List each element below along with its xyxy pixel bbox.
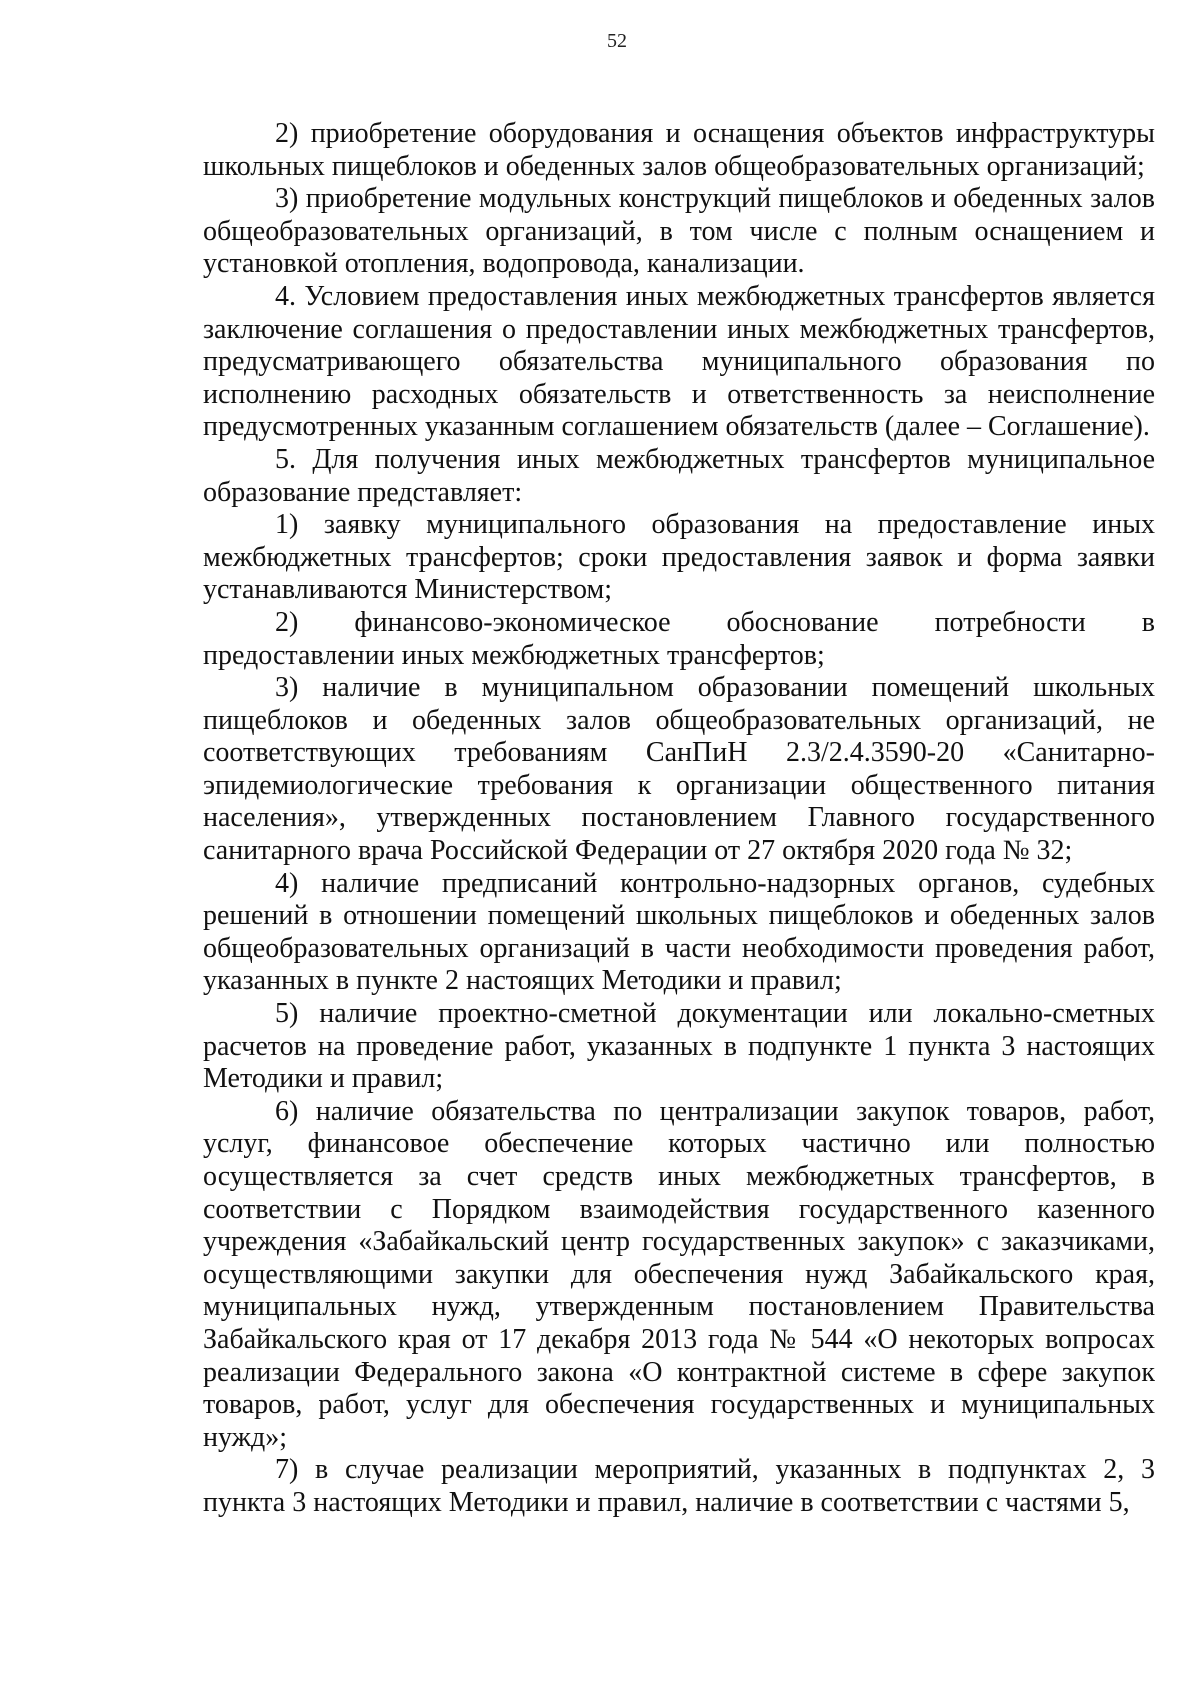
paragraph-item-3-modular: 3) приобретение модульных конструкций пищеблоков и обеденных залов общеобразовательных организаций, в том числе с полным оснащением и установкой отопления, водопровода, канализации. <box>203 183 1155 280</box>
paragraph-doc-7-conditions: 7) в случае реализации мероприятий, указанных в подпунктах 2, 3 пункта 3 настоящих Методики и правил, наличие в соответствии с частями 5, <box>203 1454 1155 1518</box>
paragraph-doc-1-application: 1) заявку муниципального образования на предоставление иных межбюджетных трансфертов; сроки предоставления заявок и форма заявки устанавливаются Министерством; <box>203 509 1155 606</box>
page-number: 52 <box>607 30 627 52</box>
paragraph-doc-6-procurement: 6) наличие обязательства по централизации закупок товаров, работ, услуг, финансовое обеспечение которых частично или полностью осуществляется за счет средств иных межбюджетных трансфертов, в соответствии с Порядком взаимодействия государственного казенного учреждения «Забайкальский центр государственных закупок» с заказчиками, осуществляющими закупки для обеспечения нужд Забайкальского края, муниципальных нужд, утвержденным постановлением Правительства Забайкальского края от 17 декабря 2013 года № 544 «О некоторых вопросах реализации Федерального закона «О контрактной системе в сфере закупок товаров, работ, услуг для обеспечения государственных и муниципальных нужд»; <box>203 1095 1155 1453</box>
paragraph-clause-4-condition: 4. Условием предоставления иных межбюджетных трансфертов является заключение соглашения о предоставлении иных межбюджетных трансфертов, предусматривающего обязательства муниципального образования по исполнению расходных обязательств и ответственность за неисполнение предусмотренных указанным соглашением обязательств (далее – Соглашение). <box>203 280 1155 443</box>
document-body <box>203 118 1155 1520</box>
paragraph-item-2-equipment: 2) приобретение оборудования и оснащения объектов инфраструктуры школьных пищеблоков и обеденных залов общеобразовательных организаций; <box>203 118 1155 182</box>
paragraph-doc-3-sanpin: 3) наличие в муниципальном образовании помещений школьных пищеблоков и обеденных залов общеобразовательных организаций, не соответствующих требованиям СанПиН 2.3/2.4.3590-20 «Санитарно-эпидемиологические требования к организации общественного питания населения», утвержденных постановлением Главного государственного санитарного врача Российской Федерации от 27 октября 2020 года № 32; <box>203 672 1155 867</box>
paragraph-doc-2-justification: 2) финансово-экономическое обоснование потребности в предоставлении иных межбюджетных трансфертов; <box>203 606 1155 671</box>
paragraph-doc-5-estimates: 5) наличие проектно-сметной документации или локально-сметных расчетов на проведение работ, указанных в подпункте 1 пункта 3 настоящих Методики и правил; <box>203 998 1155 1095</box>
paragraph-clause-5-documents: 5. Для получения иных межбюджетных трансфертов муниципальное образование представляет: <box>203 443 1155 508</box>
paragraph-doc-4-orders: 4) наличие предписаний контрольно-надзорных органов, судебных решений в отношении помещений школьных пищеблоков и обеденных залов общеобразовательных организаций в части необходимости проведения работ, указанных в пункте 2 настоящих Методики и правил; <box>203 867 1155 997</box>
